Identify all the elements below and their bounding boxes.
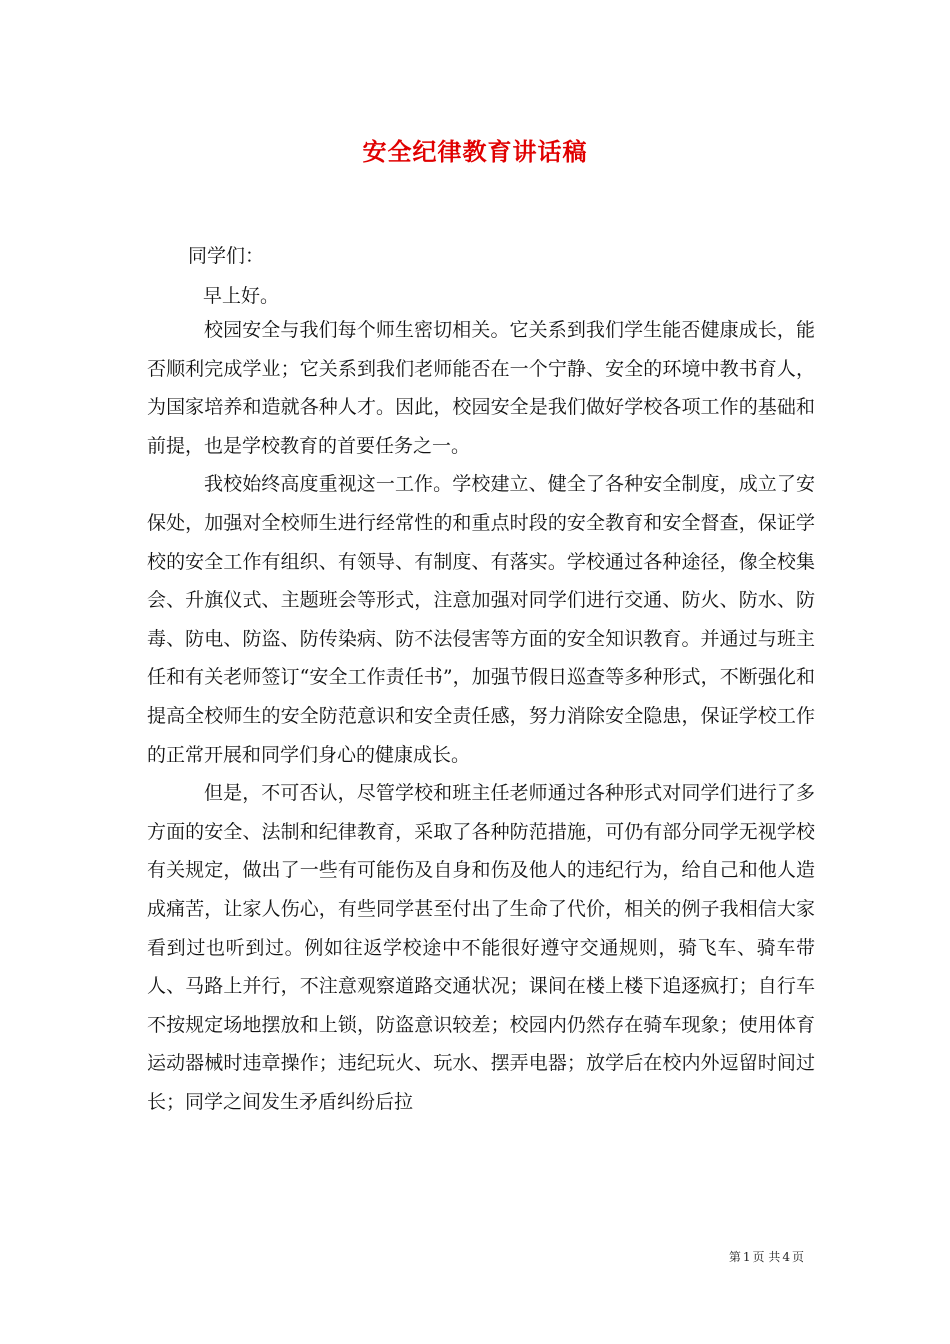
document-body [147,311,815,1121]
footer-current-page: 1 [742,1250,751,1264]
greeting-line: 同学们： [188,245,265,267]
paragraph-2: 我校始终高度重视这一工作。学校建立、健全了各种安全制度，成立了安保处，加强对全校师生进行经常性的和重点时段的安全教育和安全督查，保证学校的安全工作有组织、有领导、有制度、有落实。学校通过各种途径，像全校集会、升旗仪式、主题班会等形式，注意加强对同学们进行交通、防火、防水、防毒、防电、防盗、防传染病、防不法侵害等方面的安全知识教育。并通过与班主任和有关老师签订“安全工作责任书”，加强节假日巡查等多种形式，不断强化和提高全校师生的安全防范意识和安全责任感，努力消除安全隐患，保证学校工作的正常开展和同学们身心的健康成长。 [147,473,815,766]
footer-suffix: 页 [791,1250,804,1264]
page-footer [728,1248,805,1265]
opening-line: 早上好。 [203,285,280,307]
footer-total-pages: 4 [782,1250,790,1264]
footer-prefix: 第 [728,1250,741,1264]
document-title: 安全纪律教育讲话稿 [362,137,588,166]
paragraph-3: 但是，不可否认，尽管学校和班主任老师通过各种形式对同学们进行了多方面的安全、法制和纪律教育，采取了各种防范措施，可仍有部分同学无视学校有关规定，做出了一些有可能伤及自身和伤及他人的违纪行为，给自己和他人造成痛苦，让家人伤心，有些同学甚至付出了生命了代价，相关的例子我相信大家看到过也听到过。例如往返学校途中不能很好遵守交通规则，骑飞车、骑车带人、马路上并行，不注意观察道路交通状况；课间在楼上楼下追逐疯打；自行车不按规定场地摆放和上锁，防盗意识较差；校园内仍然存在骑车现象；使用体育运动器械时违章操作；违纪玩火、玩水、摆弄电器；放学后在校内外逗留时间过长；同学之间发生矛盾纠纷后拉 [147,782,815,1113]
footer-mid: 页 共 [752,1250,781,1264]
paragraph-1: 校园安全与我们每个师生密切相关。它关系到我们学生能否健康成长，能否顺利完成学业；它关系到我们老师能否在一个宁静、安全的环境中教书育人，为国家培养和造就各种人才。因此，校园安全是我们做好学校各项工作的基础和前提，也是学校教育的首要任务之一。 [147,319,815,457]
